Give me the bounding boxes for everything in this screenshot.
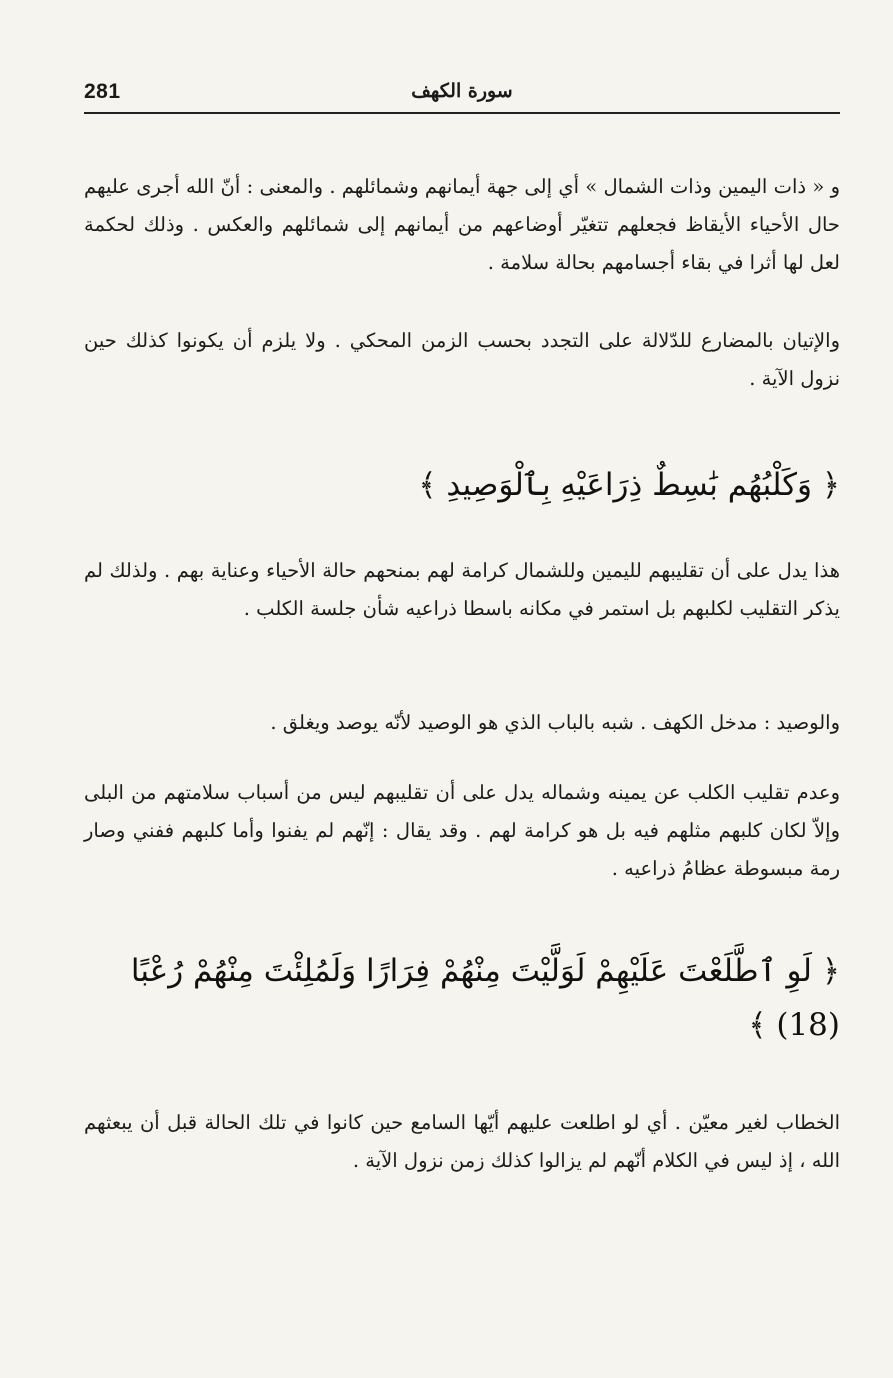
commentary-paragraph: هذا يدل على أن تقليبهم لليمين وللشمال كرامة لهم بمنحهم حالة الأحياء وعناية بهم . ولذلك لم يذكر التقليب لكلبهم بل استمر في مكانه باسطا ذراعيه شأن جلسة الكلب . [84,559,840,620]
page-header [84,80,840,110]
header-divider [84,112,840,114]
page-number: 281 [84,80,121,103]
commentary-paragraph: والوصيد : مدخل الكهف . شبه بالباب الذي هو الوصيد لأنّه يوصد ويغلق . [270,711,840,734]
quran-verse: ﴿ وَكَلْبُهُم بَٰسِطٌ ذِرَاعَيْهِ بِٱلْوَصِيدِ ﴾ [418,467,840,503]
commentary-paragraph: الخطاب لغير معيّن . أي لو اطلعت عليهم أيّها السامع حين كانوا في تلك الحالة قبل أن يبعثهم الله ، إذ ليس في الكلام أنّهم لم يزالوا كذلك زمن نزول الآية . [84,1111,840,1172]
quran-verse: ﴿ لَوِ ٱطَّلَعْتَ عَلَيْهِمْ لَوَلَّيْتَ مِنْهُمْ فِرَارًا وَلَمُلِئْتَ مِنْهُمْ رُعْبًا (18) ﴾ [130,953,840,1043]
running-title: سورة الكهف [411,80,513,102]
commentary-paragraph: وعدم تقليب الكلب عن يمينه وشماله يدل على أن تقليبهم ليس من أسباب سلامتهم من البلى وإلاّ لكان كلبهم مثلهم فيه بل هو كرامة لهم . وقد يقال : إنّهم لم يفنوا وأما كلبهم ففني وصار رمة مبسوطة عظامُ ذراعيه . [84,781,840,880]
commentary-paragraph: و « ذات اليمين وذات الشمال » أي إلى جهة أيمانهم وشمائلهم . والمعنى : أنّ الله أجرى عليهم حال الأحياء الأيقاظ فجعلهم تتغيّر أوضاعهم من أيمانهم إلى شمائلهم والعكس . وذلك لحكمة لعل لها أثرا في بقاء أجسامهم بحالة سلامة . [84,175,840,274]
commentary-paragraph: والإتيان بالمضارع للدّلالة على التجدد بحسب الزمن المحكي . ولا يلزم أن يكونوا كذلك حين نزول الآية . [84,329,840,390]
